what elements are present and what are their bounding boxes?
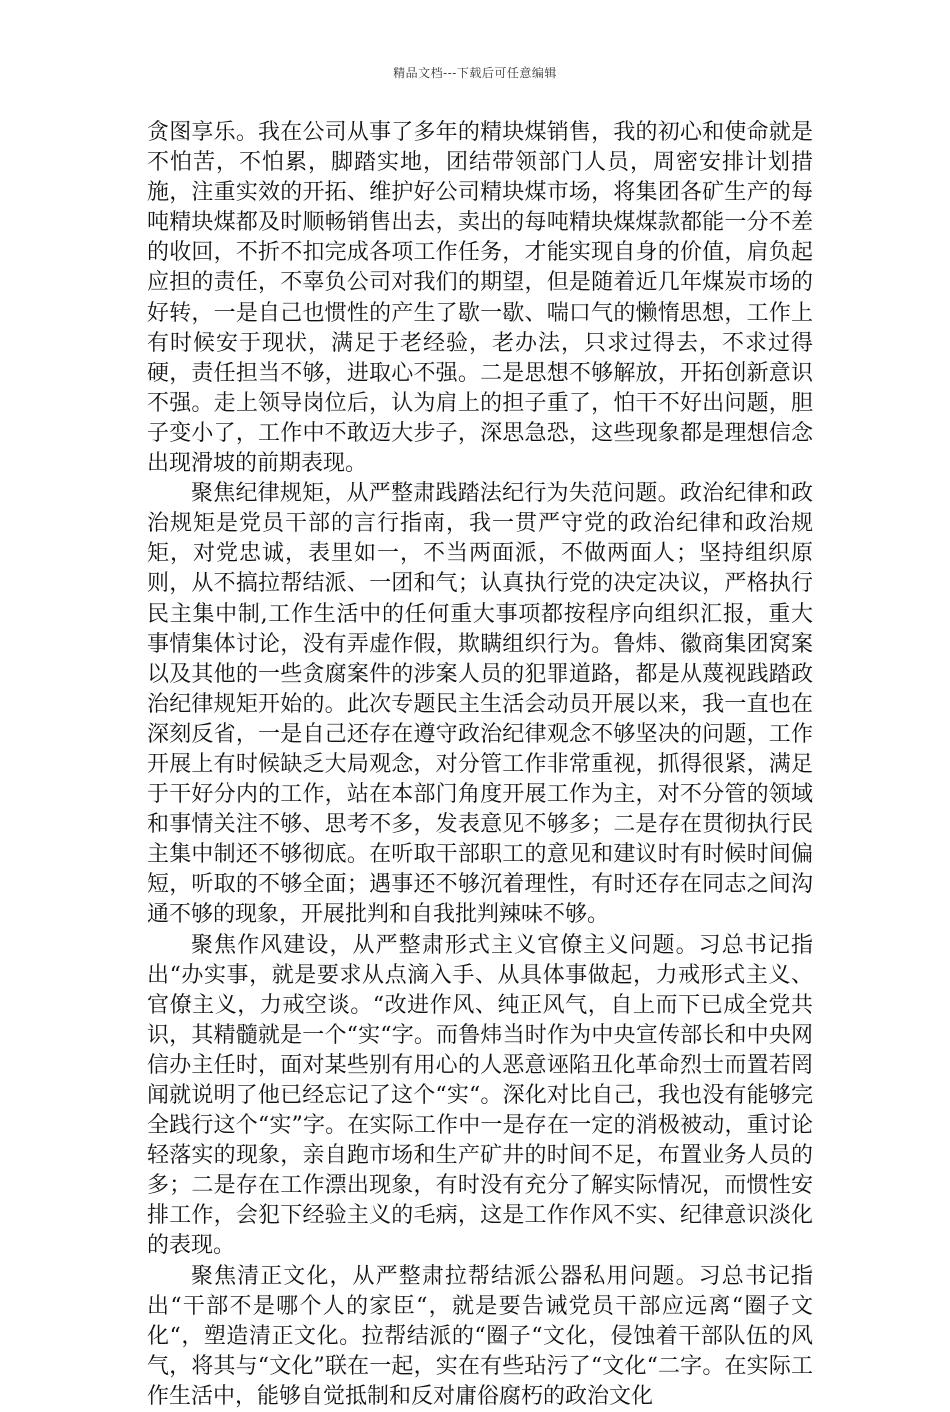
- paragraph-3: 聚焦作风建设，从严整肃形式主义官僚主义问题。习总书记指出“办实事，就是要求从点滴入手、从具体事做起，力戒形式主义、官僚主义，力戒空谈。“改进作风、纯正风气，自上而下已成全党共识，其精髓就是一个“实“字。而鲁炜当时作为中央宣传部长和中央网信办主任时，面对某些别有用心的人恶意诬陷丑化革命烈士而置若罔闻就说明了他已经忘记了这个“实“。深化对比自己，我也没有能够完全践行这个“实”字。在实际工作中一是存在一定的消极被动，重讨论轻落实的现象，亲自跑市场和生产矿井的时间不足，布置业务人员的多；二是存在工作漂出现象，有时没有充分了解实际情况，而惯性安排工作，会犯下经验主义的毛病，这是工作作风不实、纪律意识淡化的表现。: [147, 932, 813, 1259]
- document-body: [147, 118, 813, 1412]
- page-header: 精品文档---下载后可任意编辑: [393, 66, 557, 80]
- paragraph-4: 聚焦清正文化，从严整肃拉帮结派公器私用问题。习总书记指出“干部不是哪个人的家臣“，就是要告诫党员干部应远离“圈子文化“，塑造清正文化。拉帮结派的“圈子“文化，侵蚀着干部队伍的风气，将其与“文化”联在一起，实在有些玷污了“文化“二字。在实际工作生活中，能够自觉抵制和反对庸俗腐朽的政治文化: [147, 1263, 813, 1409]
- paragraph-1: 贪图享乐。我在公司从事了多年的精块煤销售，我的初心和使命就是不怕苦，不怕累，脚踏实地，团结带领部门人员，周密安排计划措施，注重实效的开拓、维护好公司精块煤市场，将集团各矿生产的每吨精块煤都及时顺畅销售出去，卖出的每吨精块煤煤款都能一分不差的收回，不折不扣完成各项工作任务，才能实现自身的价值，肩负起应担的责任，不辜负公司对我们的期望，但是随着近几年煤炭市场的好转，一是自己也惯性的产生了歇一歇、喘口气的懒惰思想，工作上有时候安于现状，满足于老经验，老办法，只求过得去，不求过得硬，责任担当不够，进取心不强。二是思想不够解放，开拓创新意识不强。走上领导岗位后，认为肩上的担子重了，怕干不好出问题，胆子变小了，工作中不敢迈大步子，深思急恐，这些现象都是理想信念出现滑坡的前期表现。: [147, 120, 813, 477]
- paragraph-2: 聚焦纪律规矩，从严整肃践踏法纪行为失范问题。政治纪律和政治规矩是党员干部的言行指南，我一贯严守党的政治纪律和政治规矩，对党忠诚，表里如一，不当两面派，不做两面人；坚持组织原则，从不搞拉帮结派、一团和气；认真执行党的决定决议，严格执行民主集中制,工作生活中的任何重大事项都按程序向组织汇报，重大事情集体讨论，没有弄虚作假，欺瞒组织行为。鲁炜、徽商集团窝案以及其他的一些贪腐案件的涉案人员的犯罪道路，都是从蔑视践踏政治纪律规矩开始的。此次专题民主生活会动员开展以来，我一直也在深刻反省，一是自己还存在遵守政治纪律观念不够坚决的问题，工作开展上有时候缺乏大局观念，对分管工作非常重视，抓得很紧，满足于干好分内的工作，站在本部门角度开展工作为主，对不分管的领域和事情关注不够、思考不多，发表意见不够多；二是存在贯彻执行民主集中制还不够彻底。在听取干部职工的意见和建议时有时候时间偏短，听取的不够全面；遇事还不够沉着理性，有时还存在同志之间沟通不够的现象，开展批判和自我批判辣味不够。: [147, 481, 813, 928]
